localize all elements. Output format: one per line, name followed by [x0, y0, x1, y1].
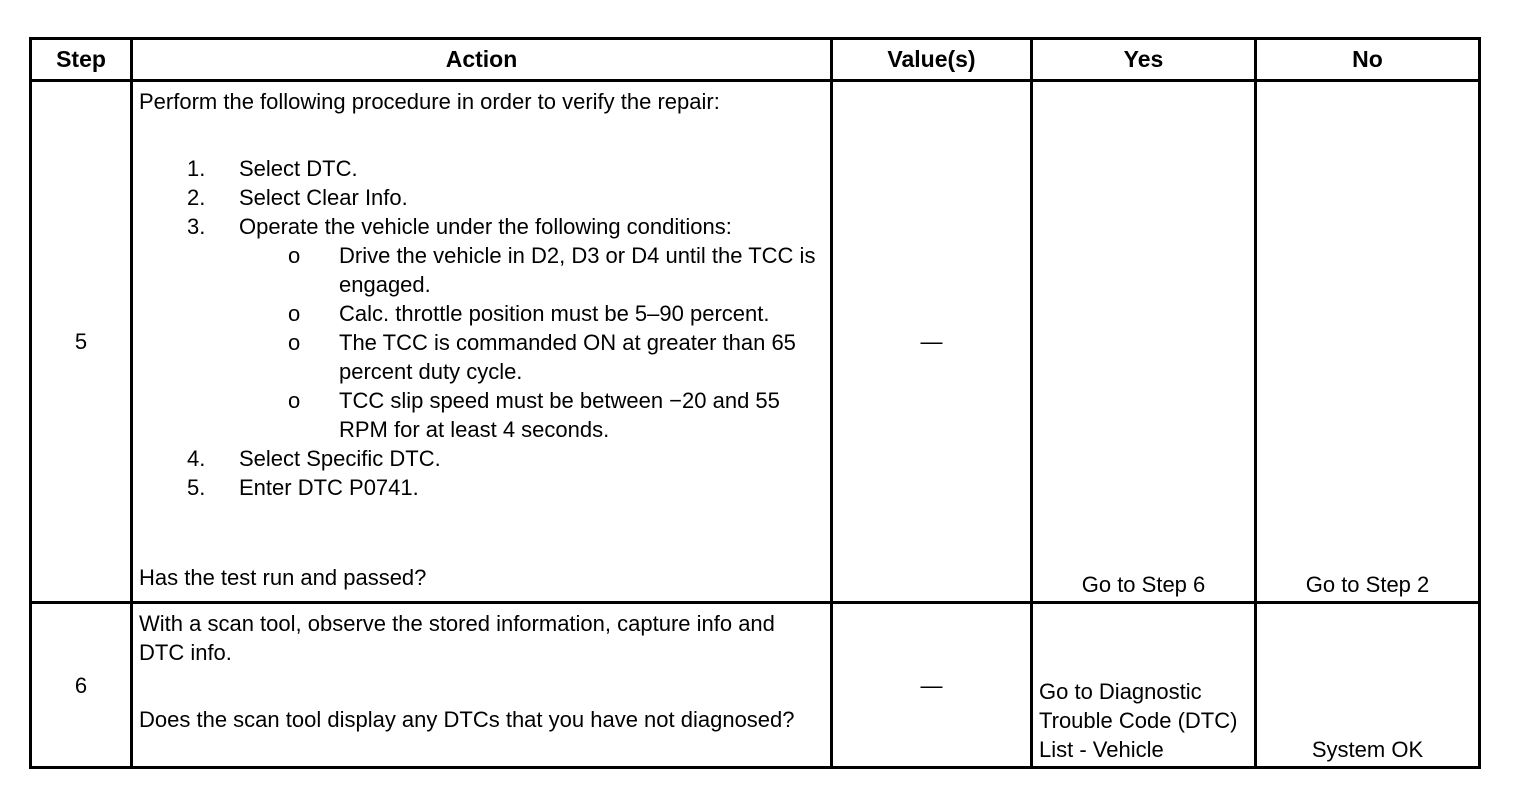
step-number: 6	[31, 603, 132, 768]
condition-text: The TCC is commanded ON at greater than 65 percent duty cycle.	[339, 330, 796, 384]
yes-cell	[1032, 81, 1256, 603]
list-number: 2.	[187, 185, 206, 210]
bullet-marker: o	[288, 301, 301, 326]
header-action: Action	[132, 39, 832, 81]
values-cell: —	[832, 81, 1032, 603]
bullet-marker: o	[288, 330, 301, 355]
list-item	[139, 154, 824, 183]
list-item	[139, 183, 824, 212]
no-result: Go to Step 2	[1305, 572, 1430, 597]
bullet-marker: o	[288, 388, 301, 413]
list-item	[139, 444, 824, 473]
header-no: No	[1256, 39, 1480, 81]
action-intro: With a scan tool, observe the stored information, capture info and DTC info.	[139, 611, 775, 665]
yes-result: Go to Step 6	[1081, 572, 1206, 597]
header-row	[31, 39, 1480, 81]
action-intro: Perform the following procedure in order to verify the repair:	[139, 89, 720, 114]
action-question: Does the scan tool display any DTCs that you have not diagnosed?	[139, 707, 795, 732]
no-result: System OK	[1311, 737, 1424, 762]
condition-text: TCC slip speed must be between −20 and 55 RPM for at least 4 seconds.	[339, 388, 780, 442]
procedure-list	[139, 154, 824, 502]
list-text: Select Clear Info.	[239, 185, 408, 210]
header-yes: Yes	[1032, 39, 1256, 81]
table-row	[31, 603, 1480, 768]
list-text: Operate the vehicle under the following conditions:	[239, 214, 732, 239]
list-text: Enter DTC P0741.	[239, 475, 419, 500]
header-values: Value(s)	[832, 39, 1032, 81]
values-cell: —	[832, 603, 1032, 768]
list-text: Select DTC.	[239, 156, 358, 181]
no-cell	[1256, 81, 1480, 603]
yes-cell	[1032, 603, 1256, 768]
table-row	[31, 81, 1480, 603]
list-number: 5.	[187, 475, 206, 500]
action-cell	[132, 81, 832, 603]
condition-text: Calc. throttle position must be 5–90 percent.	[339, 301, 770, 326]
list-number: 3.	[187, 214, 206, 239]
bullet-marker: o	[288, 243, 301, 268]
condition-item	[139, 241, 824, 299]
action-question: Has the test run and passed?	[139, 565, 427, 590]
step-number: 5	[31, 81, 132, 603]
action-cell	[132, 603, 832, 768]
condition-item	[139, 328, 824, 386]
list-number: 4.	[187, 446, 206, 471]
list-item	[139, 212, 824, 241]
list-text: Select Specific DTC.	[239, 446, 441, 471]
diagnostic-table	[29, 37, 1481, 769]
header-step: Step	[31, 39, 132, 81]
list-item	[139, 473, 824, 502]
condition-item	[139, 299, 824, 328]
yes-result: Go to Diagnostic Trouble Code (DTC) List - Vehicle	[1039, 679, 1238, 762]
condition-item	[139, 386, 824, 444]
no-cell	[1256, 603, 1480, 768]
list-number: 1.	[187, 156, 206, 181]
condition-text: Drive the vehicle in D2, D3 or D4 until the TCC is engaged.	[339, 243, 816, 297]
